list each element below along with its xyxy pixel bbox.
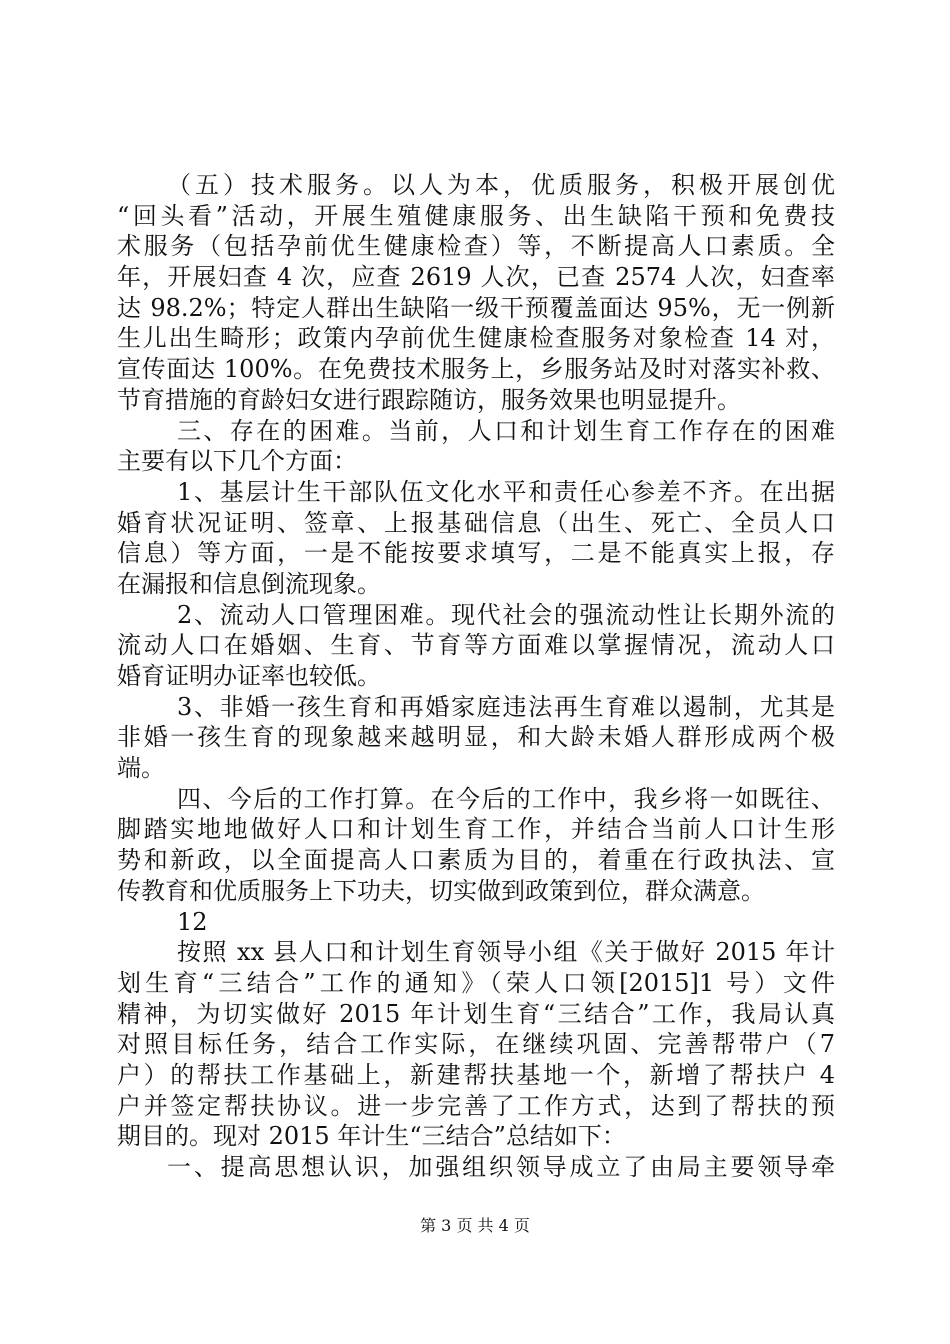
text-line: 年，开展妇查 4 次，应查 2619 人次，已查 2574 人次，妇查率 <box>117 263 835 292</box>
text-line: 婚育证明办证率也较低。 <box>117 662 381 690</box>
text-line: 宣传面达 100%。在免费技术服务上，乡服务站及时对落实补救、 <box>117 355 835 384</box>
text-line: 1、基层计生干部队伍文化水平和责任心参差不齐。在出据 <box>177 477 835 506</box>
text-line: 对照目标任务，结合工作实际，在继续巩固、完善帮带户（7 <box>117 1030 835 1059</box>
text-line: 信息）等方面，一是不能按要求填写，二是不能真实上报，存 <box>117 539 835 568</box>
text-line: 12 <box>177 907 208 936</box>
text-line: 3、非婚一孩生育和再婚家庭违法再生育难以遏制，尤其是 <box>177 692 835 721</box>
text-line: “回头看”活动，开展生殖健康服务、出生缺陷干预和免费技 <box>117 201 835 230</box>
text-line: 势和新政，以全面提高人口素质为目的，着重在行政执法、宣 <box>117 846 835 875</box>
text-line: （五）技术服务。以人为本，优质服务，积极开展创优 <box>167 171 835 199</box>
text-line: 四、今后的工作打算。在今后的工作中，我乡将一如既往、 <box>177 784 835 813</box>
text-line: 一、提高思想认识，加强组织领导成立了由局主要领导牵 <box>167 1153 835 1181</box>
text-line: 生儿出生畸形；政策内孕前优生健康检查服务对象检查 14 对， <box>117 324 835 353</box>
text-line: 主要有以下几个方面： <box>117 447 357 476</box>
text-line: 户）的帮扶工作基础上，新建帮扶基地一个，新增了帮扶户 4 <box>117 1060 835 1089</box>
text-line: 在漏报和信息倒流现象。 <box>117 569 381 598</box>
text-line: 精神，为切实做好 2015 年计划生育“三结合”工作，我局认真 <box>117 999 835 1028</box>
text-line: 2、流动人口管理困难。现代社会的强流动性让长期外流的 <box>177 600 835 629</box>
document-body <box>117 170 835 1183</box>
text-line: 三、存在的困难。当前，人口和计划生育工作存在的困难 <box>177 416 835 445</box>
text-line: 节育措施的育龄妇女进行跟踪随访，服务效果也明显提升。 <box>117 385 741 414</box>
page-footer: 第 3 页 共 4 页 <box>420 1216 530 1235</box>
text-line: 脚踏实地地做好人口和计划生育工作，并结合当前人口计生形 <box>117 815 835 844</box>
text-line: 期目的。现对 2015 年计生“三结合”总结如下： <box>117 1122 626 1151</box>
text-line: 端。 <box>117 754 165 783</box>
text-line: 达 98.2%；特定人群出生缺陷一级干预覆盖面达 95%，无一例新 <box>117 293 835 322</box>
text-line: 婚育状况证明、签章、上报基础信息（出生、死亡、全员人口 <box>117 508 835 537</box>
text-line: 户并签定帮扶协议。进一步完善了工作方式，达到了帮扶的预 <box>117 1091 835 1120</box>
text-line: 传教育和优质服务上下功夫，切实做到政策到位，群众满意。 <box>117 876 765 905</box>
text-line: 术服务（包括孕前优生健康检查）等，不断提高人口素质。全 <box>117 232 835 261</box>
text-line: 流动人口在婚姻、生育、节育等方面难以掌握情况，流动人口 <box>117 631 835 660</box>
text-line: 划生育“三结合”工作的通知》（荣人口领[2015]1 号）文件 <box>117 968 835 997</box>
text-line: 按照 xx 县人口和计划生育领导小组《关于做好 2015 年计 <box>177 938 835 967</box>
text-line: 非婚一孩生育的现象越来越明显，和大龄未婚人群形成两个极 <box>117 723 835 752</box>
